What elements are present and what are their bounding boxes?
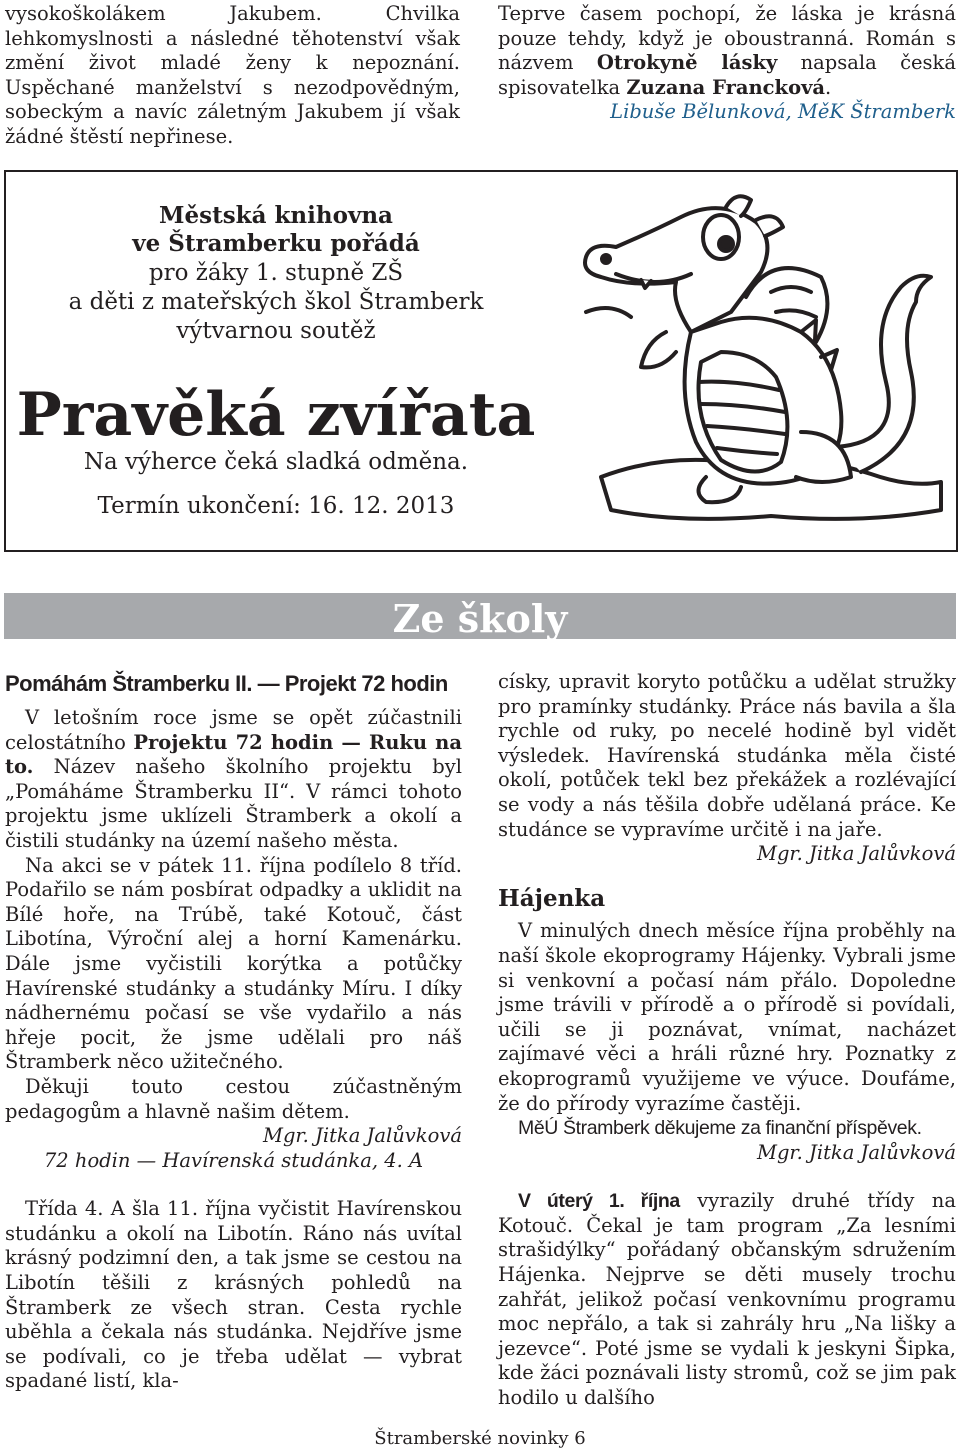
article-heading: Pomáhám Štramberku II. — Projekt 72 hodin	[5, 671, 448, 696]
date-highlight: V úterý 1. října	[518, 1190, 680, 1213]
ad-reward: Na výherce čeká sladká odměna.	[83, 449, 469, 475]
ad-deadline: Termín ukončení: 16. 12. 2013	[97, 493, 455, 519]
top-right-text-1: Teprve časem pochopí, že láska je krásná pouze tehdy, když je oboustranná. Román s názvem	[498, 2, 956, 75]
competition-title: Pravěká zvířata	[16, 380, 536, 450]
paragraph: Třída 4. A šla 11. října vyčistit Havírenskou studánku a okolí na Libotín. Ráno nás uvítal krásný podzimní den, a tak jsme se cestou na Libotín těšili z krásných pohledů na Štramberk ze všech stran. Cesta rychle uběhla a čekala nás studánka. Nejdříve jsme se podívali, co je třeba udělat — vybrat spadané listí, kla-	[5, 1197, 462, 1393]
top-right-column	[498, 2, 956, 125]
left-column	[5, 670, 462, 1394]
paragraph	[5, 706, 462, 854]
right-column	[498, 670, 956, 1411]
ad-line-3: pro žáky 1. stupně ZŠ	[148, 260, 404, 286]
ad-line-2: ve Štramberku pořádá	[132, 230, 420, 257]
author-name: Zuzana Francková	[626, 75, 826, 99]
paragraph-text: Název našeho školního projektu byl „Pomáháme Štramberku II“. V rámci tohoto projektu jsme uklízeli Štramberk a okolí a čistili studánky na území našeho města.	[5, 755, 462, 852]
paragraph: Děkuji touto cestou zúčastněným pedagogům a hlavně našim dětem.	[5, 1074, 462, 1123]
signature: Mgr. Jitka Jalůvková	[756, 1140, 956, 1164]
paragraph: MěÚ Štramberk děkujeme za finanční příspěvek.	[518, 1117, 922, 1140]
top-right-text-2: napsala česká spisovatelka	[498, 51, 956, 99]
signature: Mgr. Jitka Jalůvková	[262, 1124, 462, 1148]
top-right-text-3: .	[825, 75, 832, 99]
signature: Mgr. Jitka Jalůvková	[756, 842, 956, 866]
top-right-signature: Libuše Bělunková, MěK Štramberk	[610, 100, 956, 124]
paragraph-text: vyrazily druhé třídy na Kotouč. Čekal je tam program „Za lesními strašidýlky“ pořádaný občanským sdružením Hájenka. Nejprve se děti musely trochu zahřát, jelikož počasí venkovnímu programu moc nepřálo, a tak si zahrály hru „Na lišky a jezevce“. Poté jsme se vydali k jeskyni Šipka, kde žáci poznávali listy stromů, což se jim pak hodilo u dalšího	[498, 1189, 956, 1410]
paragraph: císky, upravit koryto potůčku a udělat stružky pro pramínky studánky. Práce nás bavila a šla rychle od ruky, po necelé hodině byl vidět výsledek. Havírenská studánka měla čisté okolí, potůček tekl bez překážek a rozlévající se vody a nás těšila dobře udělaná práce. Ke studánce se vypravíme určitě i na jaře.	[498, 670, 956, 841]
article-heading: Hájenka	[498, 884, 606, 912]
section-header-bar	[4, 593, 956, 639]
ad-line-1: Městská knihovna	[159, 202, 393, 229]
top-left-text: vysokoškolákem Jakubem. Chvilka lehkomyslnosti a následné těhotenství však změní život mladé ženy k nepoznání. Uspěchané manželství s nezodpovědným, sobeckým a navíc záletným Jakubem jí však žádné štěstí nepřinese.	[5, 2, 460, 148]
dragon-illustration	[571, 192, 951, 532]
top-left-column	[5, 2, 460, 150]
paragraph	[498, 1189, 956, 1410]
project-name: Projektu 72 hodin — Ruku na to.	[5, 730, 462, 779]
paragraph: V minulých dnech měsíce října proběhly na naší škole ekoprogramy Hájenky. Vybrali jsme si venkovní a počasí nám přálo. Dopoledne jsme trávili v přírodě a o přírodě si povídali, učili se ji poznávat, vnímat, nacházet zajímavé věci a hráli různé hry. Poznatky z ekoprogramů využijeme ve výuce. Doufáme, že do přírody vyrazíme častěji.	[498, 919, 956, 1115]
competition-announcement-box	[4, 170, 958, 552]
ad-line-4: a děti z mateřských škol Štramberk	[68, 289, 484, 315]
paragraph: Na akci se v pátek 11. října podílelo 8 tříd. Podařilo se nám posbírat odpadky a uklidit na Bílé hoře, na Trúbě, také Kotouč, část Libotína, Výroční alej a horní Kamenárku. Dále jsme vyčistili korýtka a potůčky Havírenské studánky a studánky Míru. I díky nádhernému počasí se vše vydařilo a nás hřeje pocit, že jsme udělali pro náš Štramberk něco užitečného.	[5, 853, 462, 1074]
section-title: Ze školy	[392, 596, 568, 641]
paragraph-text: V letošním roce jsme se opět zúčastnili celostátního	[5, 706, 462, 754]
subheading: 72 hodin — Havírenská studánka, 4. A	[43, 1148, 424, 1172]
book-title: Otrokyně lásky	[596, 51, 778, 75]
top-right-paragraph	[498, 2, 956, 100]
page-footer: Štramberské novinky 6	[374, 1428, 586, 1449]
ad-line-5: výtvarnou soutěž	[176, 318, 376, 344]
